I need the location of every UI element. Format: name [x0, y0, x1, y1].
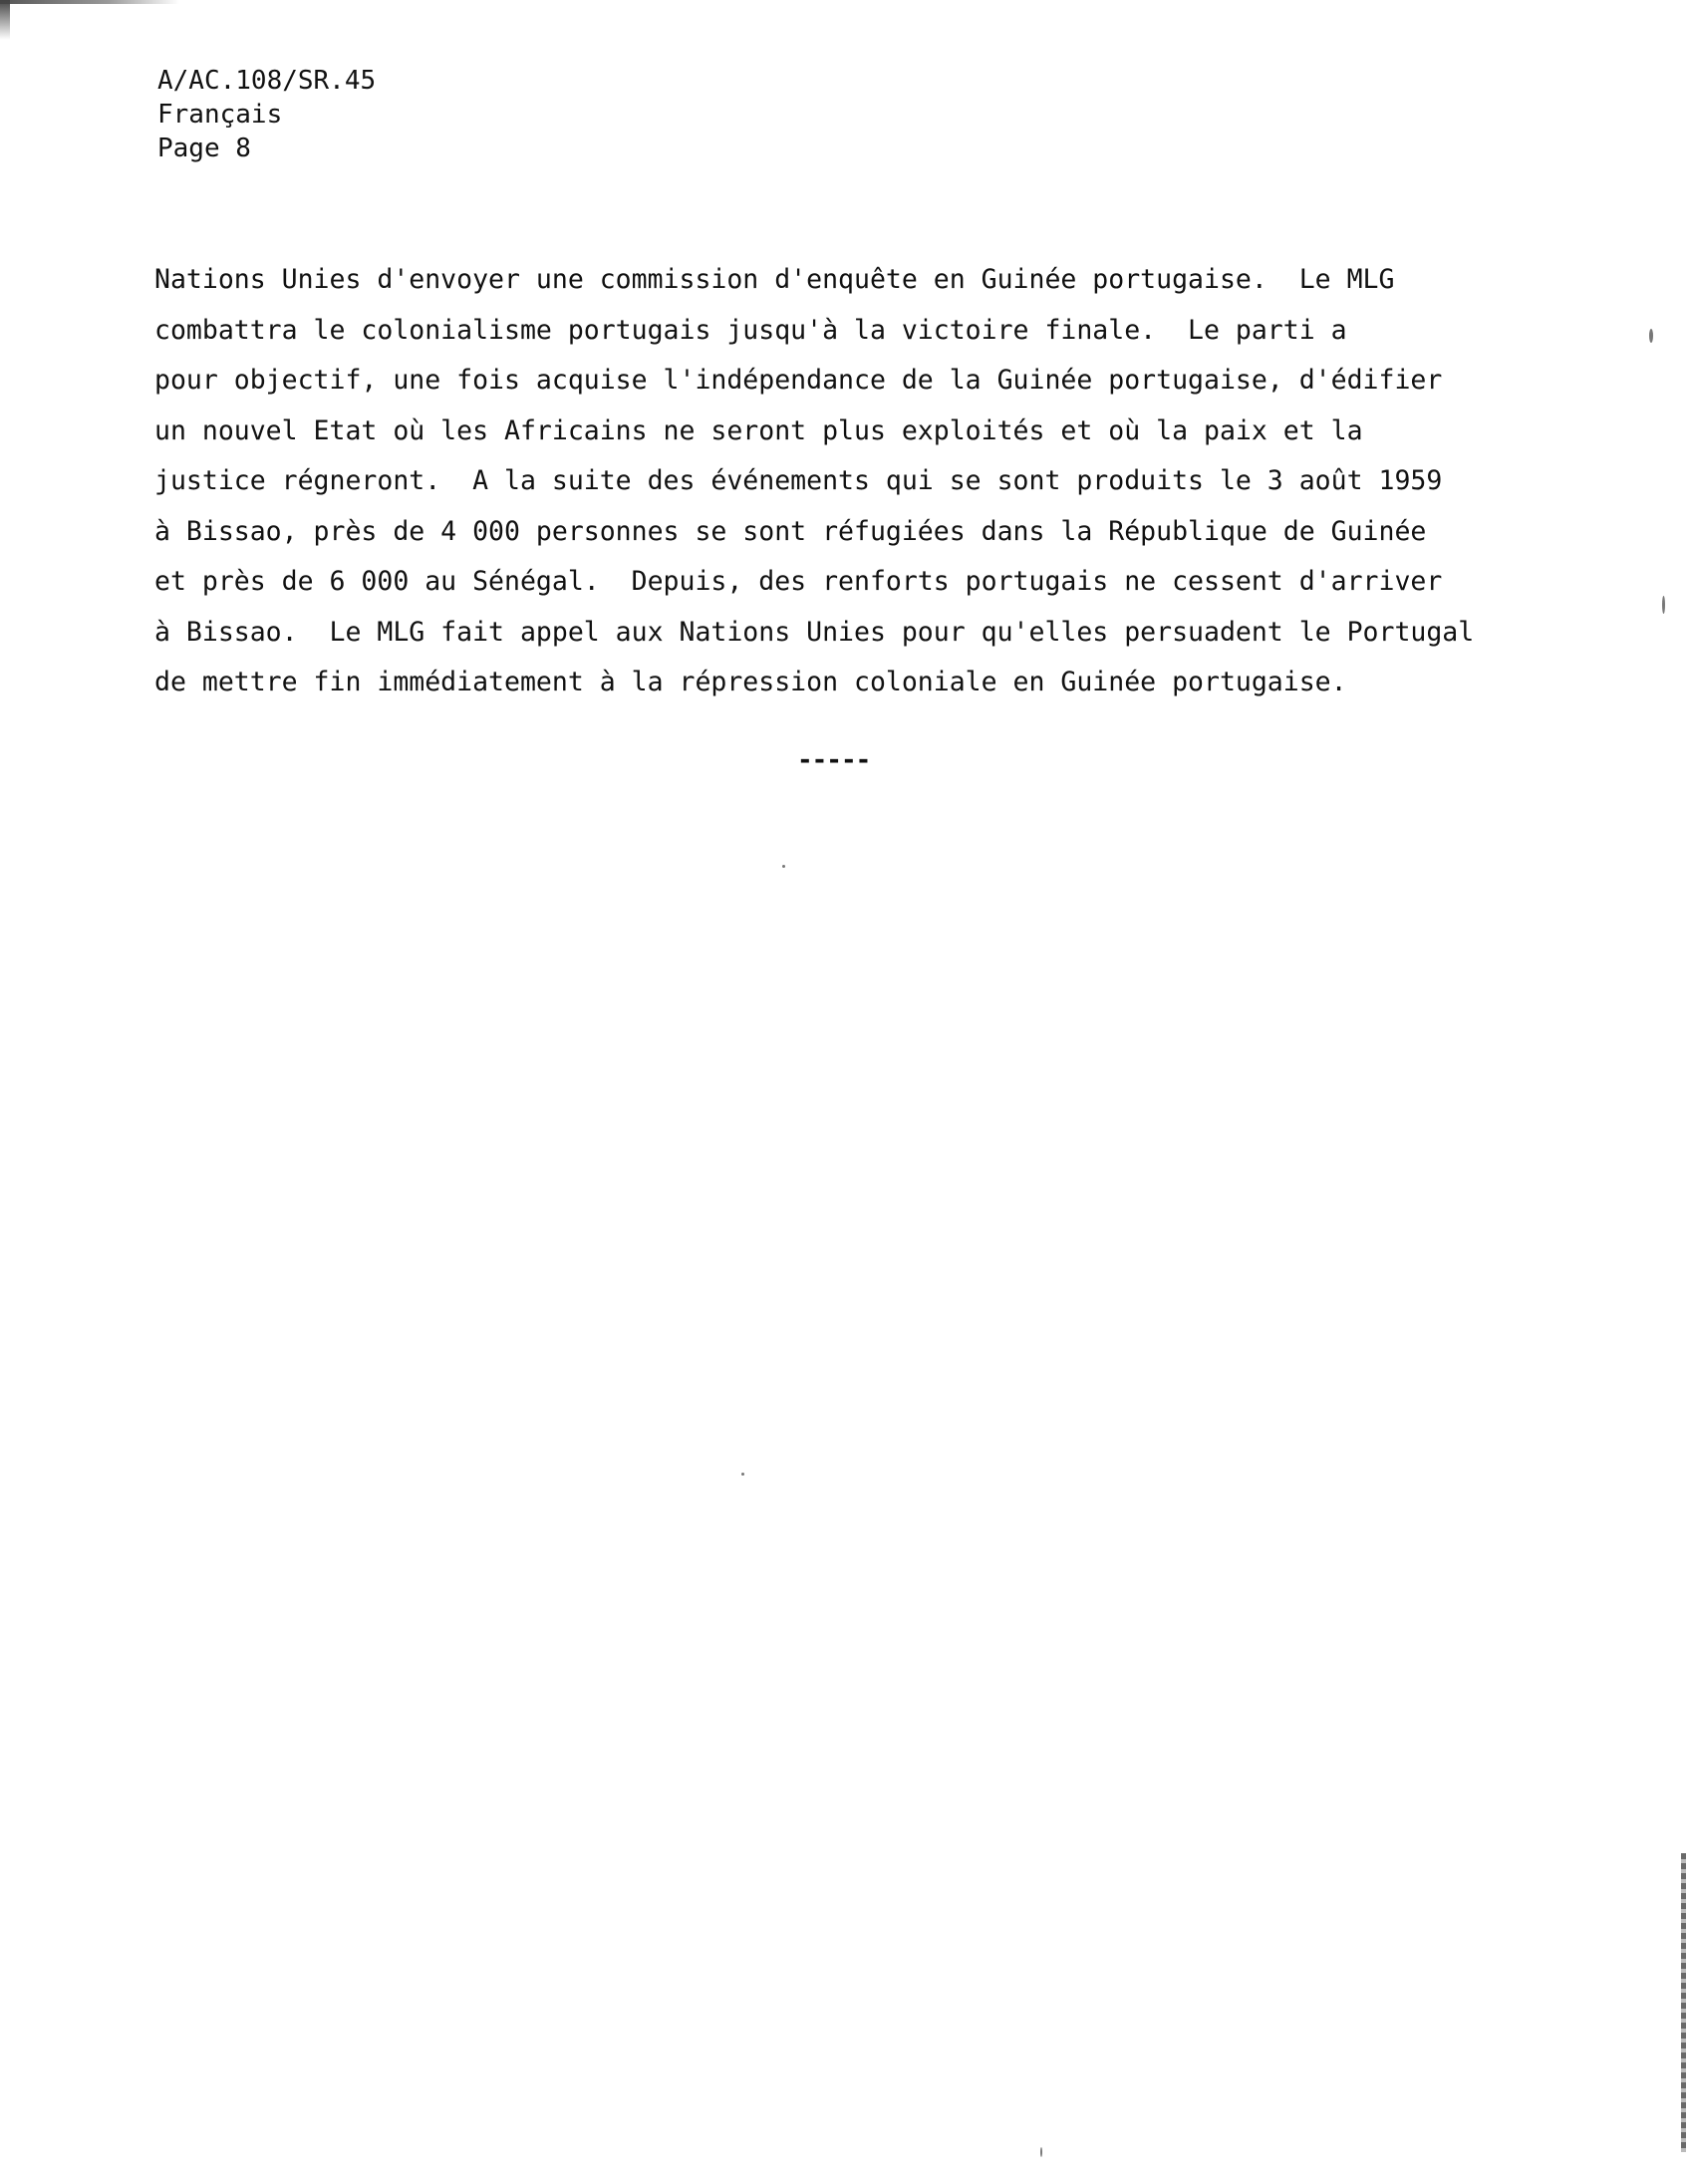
page-number: Page 8: [157, 134, 251, 163]
scan-edge-right: [1681, 1853, 1686, 2152]
body-line: à Bissao, près de 4 000 personnes se sont réfugiées dans la République de Guinée: [154, 515, 1427, 547]
body-line: Nations Unies d'envoyer une commission d'enquête en Guinée portugaise. Le MLG: [154, 264, 1395, 295]
scan-speck: [741, 1473, 744, 1476]
scan-corner-mark: [0, 0, 10, 40]
body-line: à Bissao. Le MLG fait appel aux Nations Unies pour qu'elles persuadent le Portugal: [154, 616, 1475, 648]
document-header: [157, 64, 376, 165]
scan-speck: [1040, 2147, 1042, 2157]
body-paragraph: [154, 255, 1549, 708]
scan-speck: [782, 865, 785, 868]
body-line: combattra le colonialisme portugais jusqu'à la victoire finale. Le parti a: [154, 314, 1347, 346]
body-line: un nouvel Etat où les Africains ne seront plus exploités et où la paix et la: [154, 414, 1363, 446]
body-line: de mettre fin immédiatement à la répression coloniale en Guinée portugaise.: [154, 667, 1347, 697]
body-line: et près de 6 000 au Sénégal. Depuis, des renforts portugais ne cessent d'arriver: [154, 566, 1443, 597]
scan-speck: [1662, 596, 1665, 614]
body-line: pour objectif, une fois acquise l'indépendance de la Guinée portugaise, d'édifier: [154, 365, 1443, 396]
body-line: justice régneront. A la suite des événements qui se sont produits le 3 août 1959: [154, 465, 1443, 496]
document-language: Français: [157, 100, 283, 130]
document-symbol: A/AC.108/SR.45: [157, 66, 377, 96]
scan-speck: [1649, 329, 1653, 343]
scan-edge-top: [0, 0, 179, 4]
end-separator: -----: [797, 745, 871, 775]
